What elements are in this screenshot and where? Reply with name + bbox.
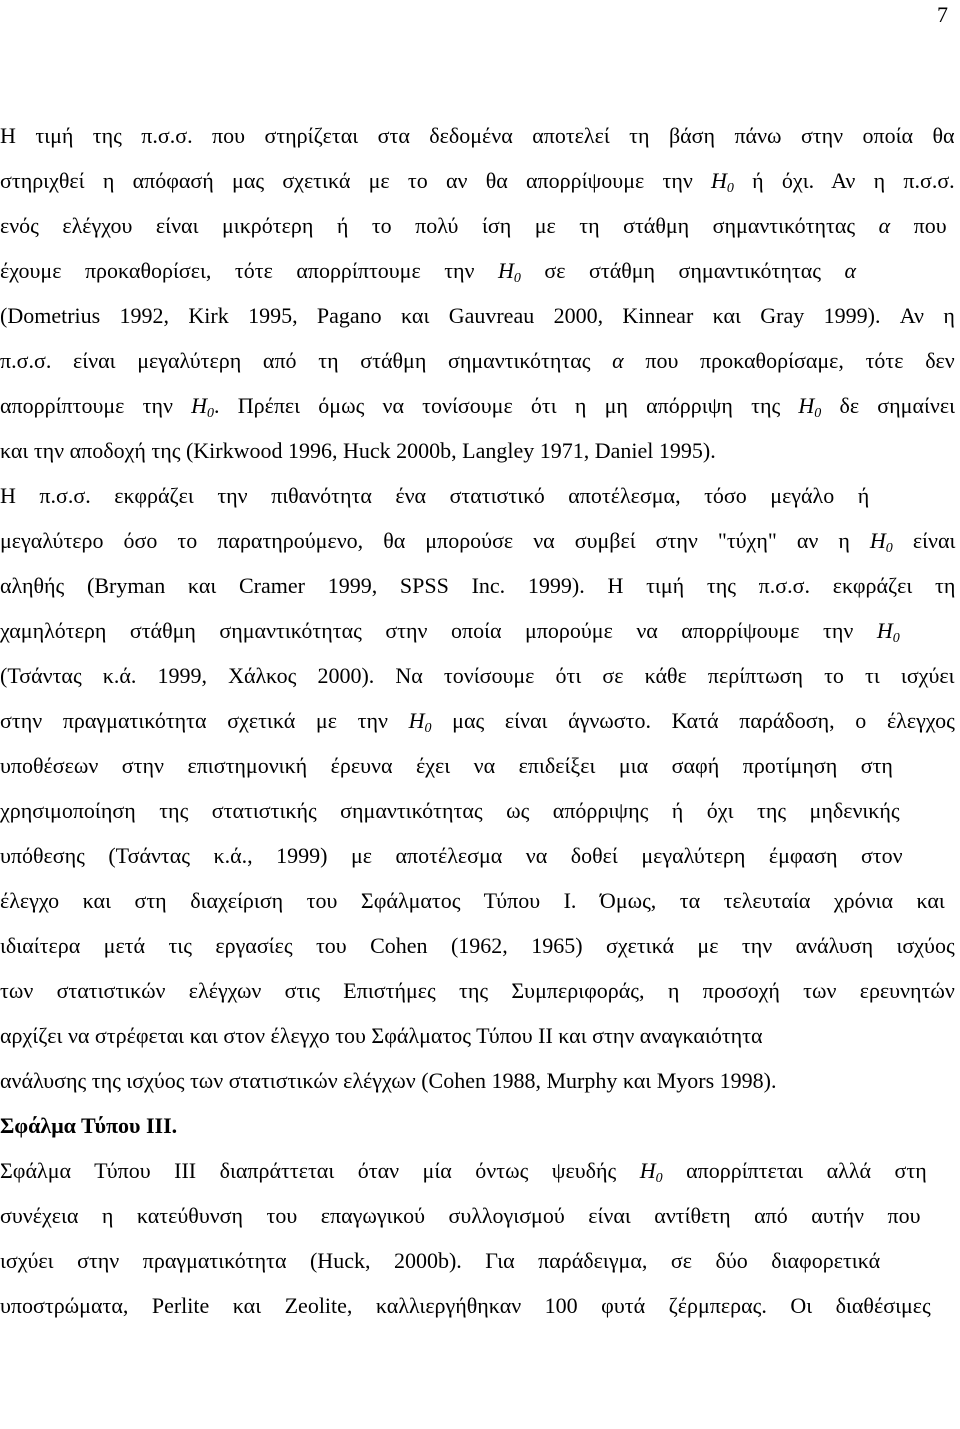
text-line: αληθής (Bryman και Cramer 1999, SPSS Inc. 1999). Η τιμή της π.σ.σ. εκφράζει τη <box>0 573 956 598</box>
text-line: και την αποδοχή της (Kirkwood 1996, Huck 2000b, Langley 1971, Daniel 1995). <box>0 438 716 463</box>
text-line: χρησιμοποίηση της στατιστικής σημαντικότητας ως απόρριψης ή όχι της μηδενικής <box>0 798 900 823</box>
text-line: Η π.σ.σ. εκφράζει την πιθανότητα ένα στατιστικό αποτέλεσμα, τόσο μεγάλο ή <box>0 483 870 508</box>
text-line: π.σ.σ. είναι μεγαλύτερη από τη στάθμη σημαντικότητας α που προκαθορίσαμε, τότε δεν <box>0 348 955 373</box>
text-line: μεγαλύτερο όσο το παρατηρούμενο, θα μπορούσε να συμβεί στην "τύχη" αν η $H_0$ είναι <box>0 528 956 556</box>
section-heading: Σφάλμα Τύπου ΙΙΙ. <box>0 1113 178 1138</box>
text-line: έχουμε προκαθορίσει, τότε απορρίπτουμε την $H_0$ σε στάθμη σημαντικότητας α <box>0 258 857 286</box>
text-line: Η τιμή της π.σ.σ. που στηρίζεται στα δεδομένα αποτελεί τη βάση πάνω στην οποία θα <box>0 123 955 148</box>
text-line: ανάλυσης της ισχύος των στατιστικών ελέγχων (Cohen 1988, Murphy και Myors 1998). <box>0 1068 777 1093</box>
text-line: υποθέσεων στην επιστημονική έρευνα έχει να επιδείξει μια σαφή προτίμηση στη <box>0 753 893 778</box>
text-line: των στατιστικών ελέγχων στις Επιστήμες της Συμπεριφοράς, η προσοχή των ερευνητών <box>0 978 955 1003</box>
text-line: ενός ελέγχου είναι μικρότερη ή το πολύ ίση με τη στάθμη σημαντικότητας α που <box>0 213 947 238</box>
text-line: ιδιαίτερα μετά τις εργασίες του Cohen (1962, 1965) σχετικά με την ανάλυση ισχύος <box>0 933 955 958</box>
text-line: χαμηλότερη στάθμη σημαντικότητας στην οποία μπορούμε να απορρίψουμε την $H_0$ <box>0 618 900 646</box>
text-line: αρχίζει να στρέφεται και στον έλεγχο του Σφάλματος Τύπου ΙΙ και στην αναγκαιότητα <box>0 1023 763 1048</box>
page-number: 7 <box>937 2 948 27</box>
text-line: συνέχεια η κατεύθυνση του επαγωγικού συλλογισμού είναι αντίθετη από αυτήν που <box>0 1203 921 1228</box>
text-line: στηριχθεί η απόφασή μας σχετικά με το αν θα απορρίψουμε την $H_0$ ή όχι. Αν η π.σ.σ. <box>0 168 955 196</box>
text-line: ισχύει στην πραγματικότητα (Huck, 2000b). Για παράδειγμα, σε δύο διαφορετικά <box>0 1248 881 1273</box>
text-line: (Τσάντας κ.ά. 1999, Χάλκος 2000). Να τονίσουμε ότι σε κάθε περίπτωση το τι ισχύει <box>0 663 955 688</box>
text-line: υποστρώματα, Perlite και Zeolite, καλλιεργήθηκαν 100 φυτά ζέρμπερας. Οι διαθέσιμες <box>0 1293 931 1318</box>
text-line: υπόθεσης (Τσάντας κ.ά., 1999) με αποτέλεσμα να δοθεί μεγαλύτερη έμφαση στον <box>0 843 903 868</box>
text-line: στην πραγματικότητα σχετικά με την $H_0$ μας είναι άγνωστο. Κατά παράδοση, ο έλεγχος <box>0 708 955 736</box>
text-line: (Dometrius 1992, Kirk 1995, Pagano και Gauvreau 2000, Kinnear και Gray 1999). Αν η <box>0 303 955 328</box>
text-line: Σφάλμα Τύπου ΙΙΙ διαπράττεται όταν μία όντως ψευδής $H_0$ απορρίπτεται αλλά στη <box>0 1158 927 1186</box>
text-line: έλεγχο και στη διαχείριση του Σφάλματος Τύπου Ι. Όμως, τα τελευταία χρόνια και <box>0 888 945 913</box>
text-line: απορρίπτουμε την $H_0$. Πρέπει όμως να τονίσουμε ότι η μη απόρριψη της $H_0$ δε σημαίνει <box>0 393 956 421</box>
